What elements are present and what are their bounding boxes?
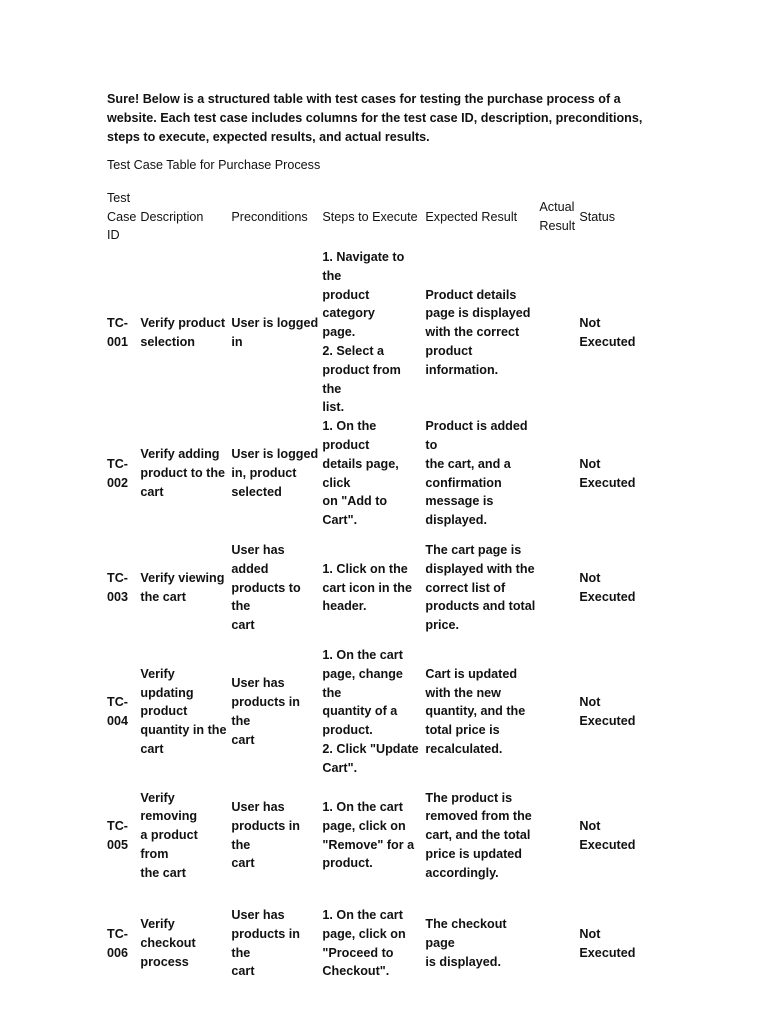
cell-description: Verify updating product quantity in the cart — [140, 666, 227, 756]
cell-test-case-id: TC- 003 — [107, 571, 129, 604]
header-expected-result: Expected Result — [425, 209, 518, 224]
cell-expected-result: Cart is updated with the new quantity, and the total price is recalculated. — [425, 666, 526, 756]
table-row — [105, 778, 637, 894]
cell-expected-result: The product is removed from the cart, and the total price is updated accordingly. — [425, 790, 532, 880]
cell-description: Verify product selection — [140, 315, 226, 349]
cell-actual-result — [537, 417, 577, 530]
cell-steps: 1. On the cart page, change the quantity of a product. 2. Click "Update Cart". — [322, 647, 419, 775]
cell-description: Verify adding product to the cart — [140, 447, 226, 499]
cell-actual-result — [537, 248, 577, 417]
cell-test-case-id: TC- 002 — [107, 456, 129, 490]
header-steps: Steps to Execute — [322, 209, 418, 224]
cell-actual-result — [537, 530, 577, 646]
cell-preconditions: User has products in the cart — [231, 799, 300, 871]
cell-test-case-id: TC- 006 — [107, 926, 129, 960]
table-row — [105, 894, 637, 994]
cell-test-case-id: TC- 001 — [107, 315, 129, 349]
cell-description: Verify removing a product from the cart — [140, 790, 198, 880]
cell-preconditions: User has added products to the cart — [231, 542, 301, 633]
cell-preconditions: User is logged in — [231, 315, 319, 349]
test-case-table — [105, 186, 637, 994]
header-preconditions: Preconditions — [231, 209, 308, 224]
cell-test-case-id: TC- 005 — [107, 818, 129, 852]
table-header-row — [105, 186, 637, 248]
cell-status: Not Executed — [579, 571, 636, 604]
cell-expected-result: The checkout page is displayed. — [425, 917, 507, 969]
header-status: Status — [579, 209, 616, 224]
cell-steps: 1. On the product details page, click on "Add to Cart". — [322, 419, 399, 528]
cell-actual-result — [537, 646, 577, 778]
header-actual-result: Actual Result — [539, 200, 576, 233]
cell-actual-result — [537, 778, 577, 894]
table-row — [105, 417, 637, 530]
cell-preconditions: User has products in the cart — [231, 907, 300, 979]
cell-status: Not Executed — [579, 818, 636, 852]
table-row — [105, 530, 637, 646]
cell-preconditions: User has products in the cart — [231, 676, 300, 747]
cell-test-case-id: TC- 004 — [107, 694, 129, 728]
cell-actual-result — [537, 894, 577, 994]
header-test-case-id: Test Case ID — [107, 190, 137, 243]
cell-status: Not Executed — [579, 456, 636, 490]
cell-expected-result: Product details page is displayed with the correct product information. — [425, 287, 531, 377]
cell-status: Not Executed — [579, 315, 636, 349]
table-title: Test Case Table for Purchase Process — [107, 158, 321, 172]
cell-preconditions: User is logged in, product selected — [231, 447, 319, 499]
cell-expected-result: Product is added to the cart, and a confirmation message is displayed. — [425, 419, 528, 528]
cell-description: Verify viewing the cart — [140, 571, 225, 604]
cell-steps: 1. Navigate to the product category page. 2. Select a product from the list. — [322, 250, 405, 415]
cell-expected-result: The cart page is displayed with the correct list of products and total price. — [425, 542, 536, 633]
cell-description: Verify checkout process — [140, 917, 196, 969]
cell-steps: 1. On the cart page, click on "Proceed to Checkout". — [322, 907, 406, 979]
intro-paragraph: Sure! Below is a structured table with test cases for testing the purchase process of a website. Each test case includes columns for the test case ID, description, preconditions, steps to execute, expected results, and actual results. — [107, 92, 643, 144]
cell-steps: 1. On the cart page, click on "Remove" for a product. — [322, 799, 415, 871]
cell-status: Not Executed — [579, 694, 636, 728]
cell-status: Not Executed — [579, 926, 636, 960]
cell-steps: 1. Click on the cart icon in the header. — [322, 561, 412, 614]
table-row — [105, 646, 637, 778]
table-row — [105, 248, 637, 417]
header-description: Description — [140, 209, 204, 224]
